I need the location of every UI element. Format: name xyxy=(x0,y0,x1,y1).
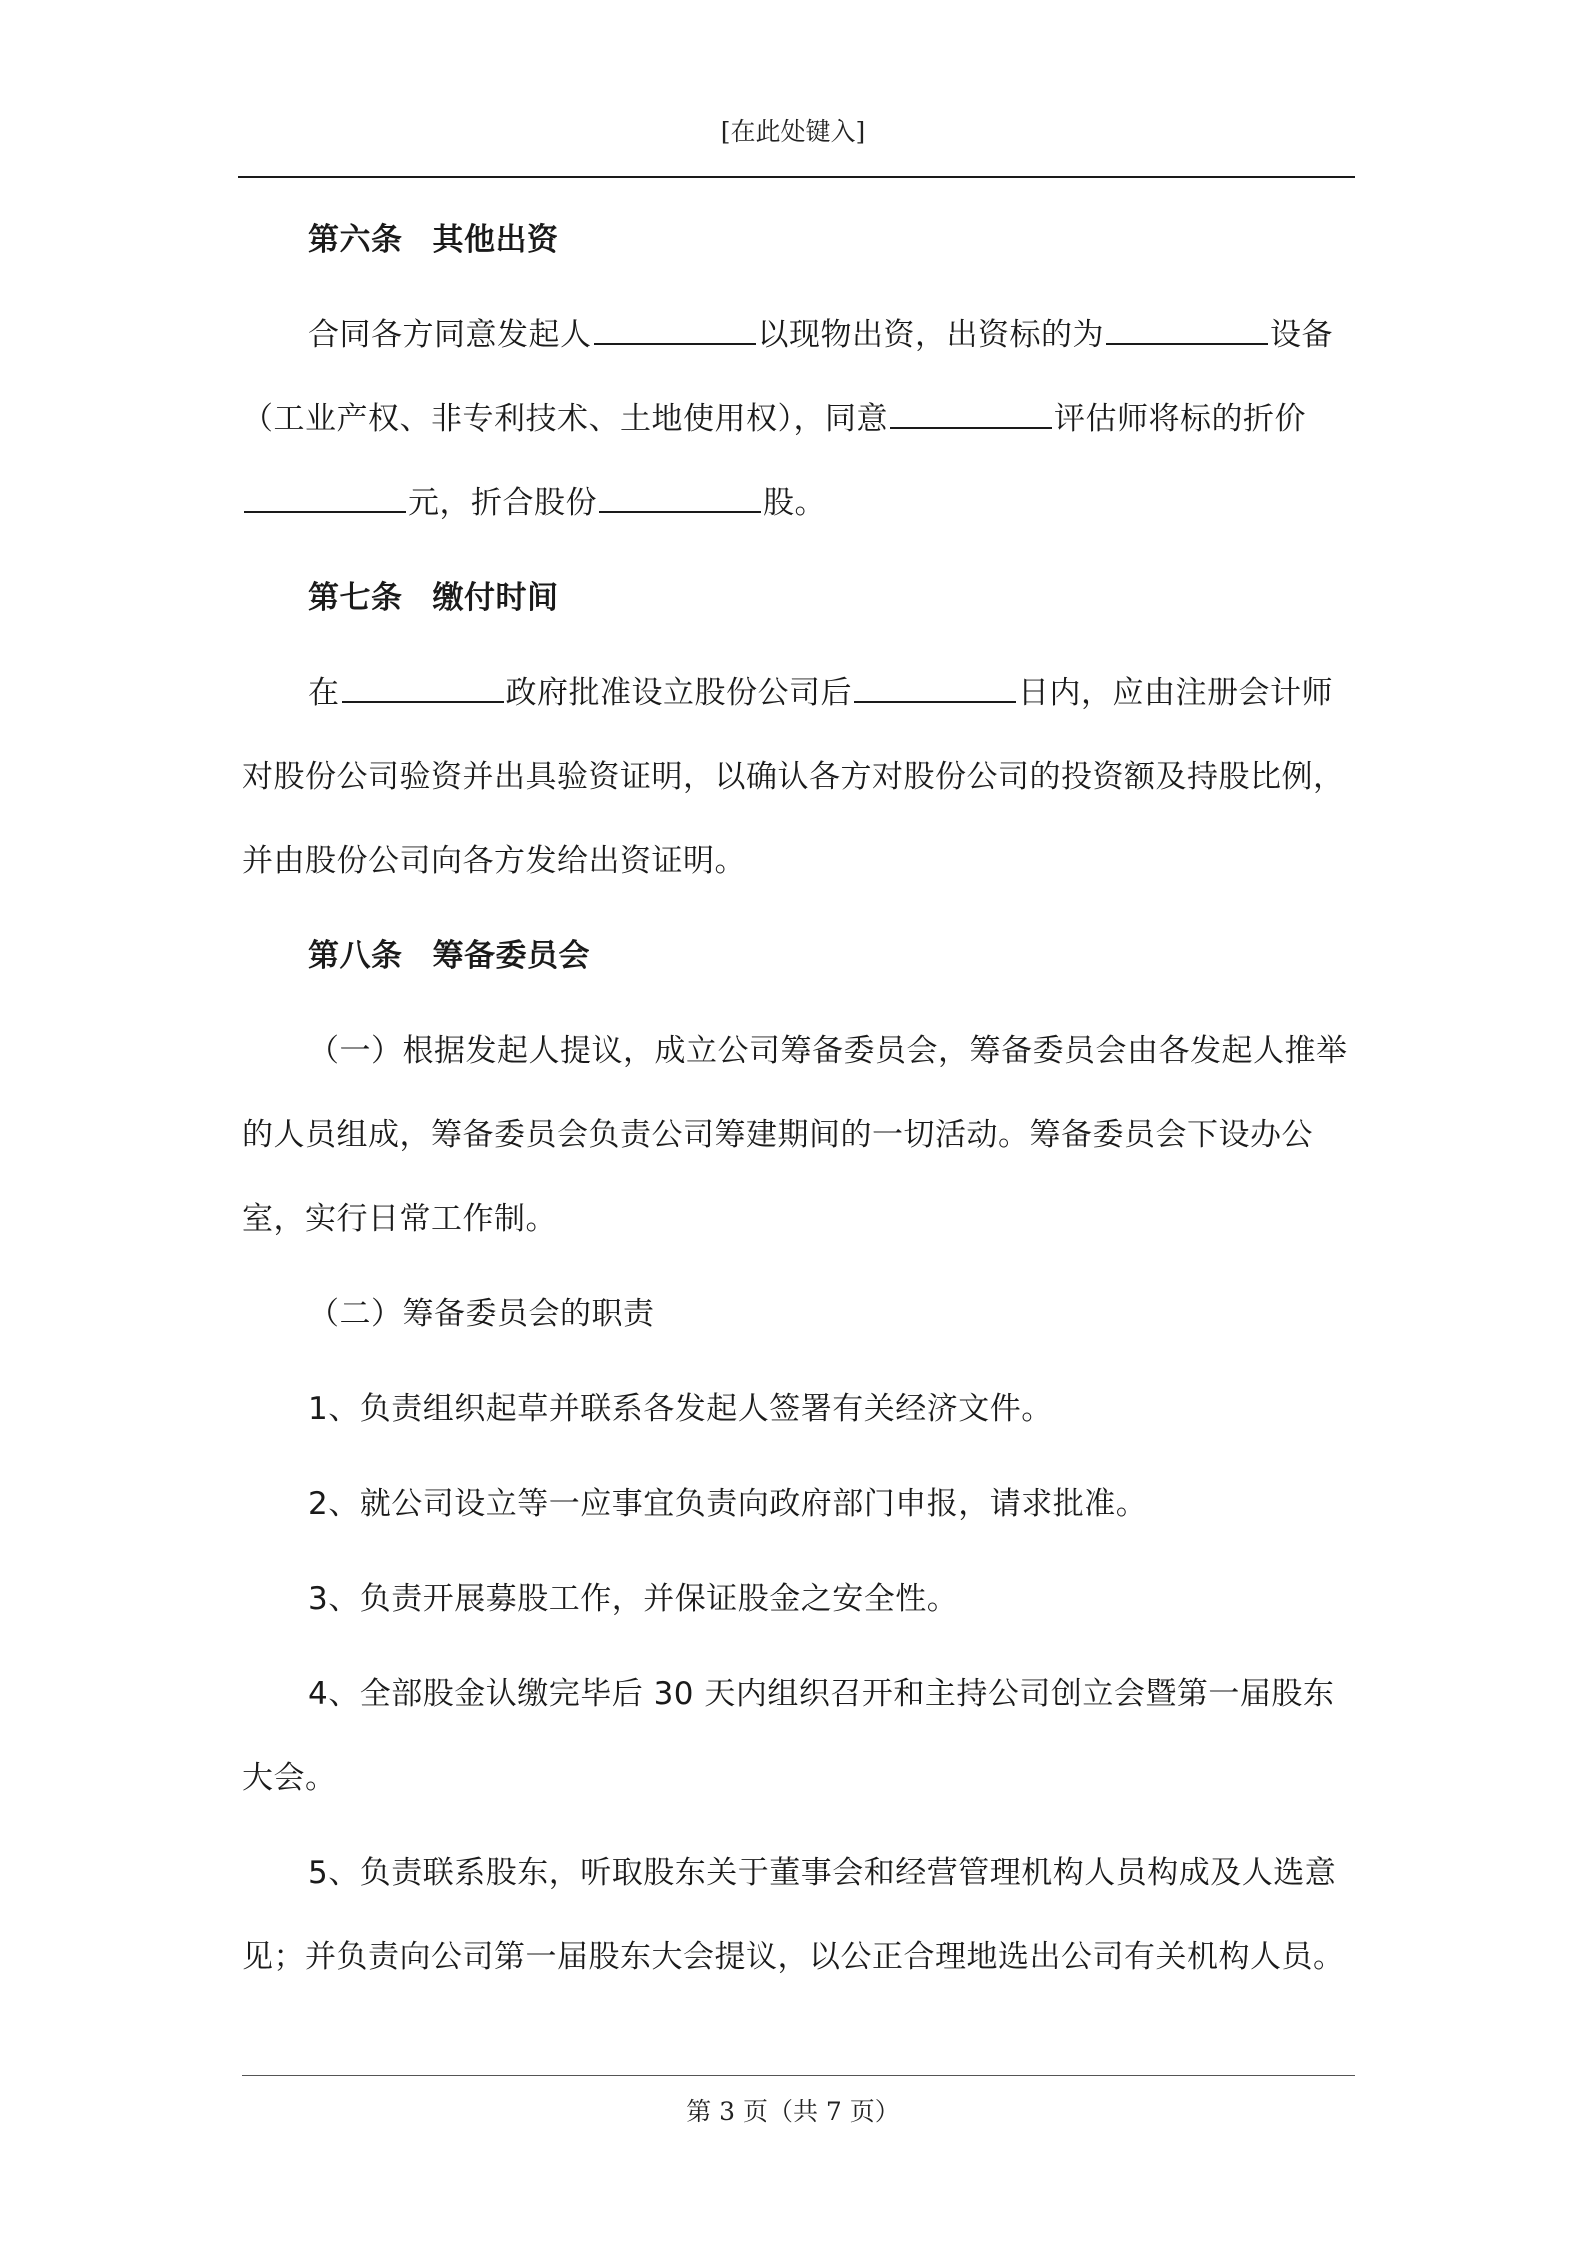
page-footer: 第 3 页（共 7 页） xyxy=(686,2097,900,2126)
article-7-text-1: 在 xyxy=(308,675,340,711)
blank-share-count[interactable] xyxy=(599,481,761,513)
document-body xyxy=(242,198,1357,1999)
article-6-heading xyxy=(242,198,1357,282)
blank-days[interactable] xyxy=(854,671,1016,703)
duty-item-1: 1、负责组织起草并联系各发起人签署有关经济文件。 xyxy=(308,1391,1053,1427)
article-8-number: 第八条 xyxy=(308,938,403,974)
article-6-paragraph xyxy=(242,293,1357,545)
spacer xyxy=(242,1356,1357,1367)
duty-item-5: 5、负责联系股东，听取股东关于董事会和经营管理机构人员构成及人选意见；并负责向公司第一届股东大会提议，以公正合理地选出公司有关机构人员。 xyxy=(242,1855,1345,1975)
spacer xyxy=(242,998,1357,1009)
article-7-title: 缴付时间 xyxy=(432,580,559,616)
article-8-paragraph-2: （二）筹备委员会的职责 xyxy=(308,1296,655,1332)
blank-valuation-amount[interactable] xyxy=(244,481,406,513)
article-7-text-2: 政府批准设立股份公司后 xyxy=(505,675,852,711)
spacer xyxy=(242,1451,1357,1462)
article-6-text-6: 股。 xyxy=(763,485,826,521)
blank-contribution-subject[interactable] xyxy=(1106,313,1268,345)
spacer xyxy=(242,903,1357,914)
spacer xyxy=(242,640,1357,651)
article-8-paragraph-1: （一）根据发起人提议，成立公司筹备委员会，筹备委员会由各发起人推举的人员组成，筹备委员会负责公司筹建期间的一切活动。筹备委员会下设办公室，实行日常工作制。 xyxy=(242,1033,1348,1237)
article-7-paragraph xyxy=(242,651,1357,903)
page-header: [在此处键入] xyxy=(720,117,866,146)
article-7-number: 第七条 xyxy=(308,580,403,616)
footer-divider xyxy=(242,2075,1355,2076)
article-6-text-4: 评估师将标的折价 xyxy=(1054,401,1306,437)
spacer xyxy=(242,282,1357,293)
spacer xyxy=(242,1546,1357,1557)
blank-government-name[interactable] xyxy=(342,671,504,703)
spacer xyxy=(242,1641,1357,1652)
article-8-title: 筹备委员会 xyxy=(432,938,590,974)
article-7-heading xyxy=(242,556,1357,640)
article-6-text-5: 元，折合股份 xyxy=(408,485,597,521)
duty-item-4: 4、全部股金认缴完毕后 30 天内组织召开和主持公司创立会暨第一届股东大会。 xyxy=(242,1676,1335,1796)
duty-item-2: 2、就公司设立等一应事宜负责向政府部门申报，请求批准。 xyxy=(308,1486,1148,1522)
article-6-text-3: 设备（工业产权、非专利技术、土地使用权），同意 xyxy=(242,317,1333,437)
spacer xyxy=(242,1261,1357,1272)
article-6-text-2: 以现物出资，出资标的为 xyxy=(757,317,1104,353)
article-8-heading xyxy=(242,914,1357,998)
article-6-number: 第六条 xyxy=(308,222,403,258)
article-6-text-1: 合同各方同意发起人 xyxy=(308,317,592,353)
duty-item-3: 3、负责开展募股工作，并保证股金之安全性。 xyxy=(308,1581,959,1617)
header-divider xyxy=(238,176,1355,178)
spacer xyxy=(242,1820,1357,1831)
blank-appraiser[interactable] xyxy=(890,397,1052,429)
spacer xyxy=(242,545,1357,556)
article-7-text-3: 日内，应由注册会计师对股份公司验资并出具验资证明，以确认各方对股份公司的投资额及持股比例，并由股份公司向各方发给出资证明。 xyxy=(242,675,1345,879)
blank-sponsor-name[interactable] xyxy=(594,313,756,345)
article-6-title: 其他出资 xyxy=(432,222,559,258)
